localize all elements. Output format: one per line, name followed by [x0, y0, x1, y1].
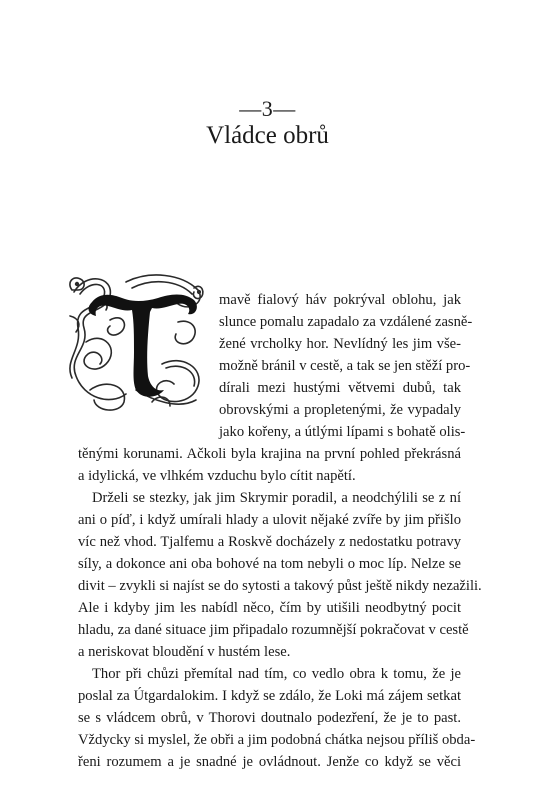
paragraph-line: jako kořeny, a útlými lípami s bohatě olis- — [219, 424, 466, 440]
paragraph-line: možně bránil v cestě, a tak se jen stěží pro- — [219, 358, 471, 374]
paragraph-line: se s vládcem obrů, v Thorovi doutnalo podezření, že je to past. — [78, 710, 461, 726]
ornamental-knotwork-initial-icon — [66, 272, 206, 414]
chapter-number: —3— — [239, 96, 296, 121]
paragraph-line: víc než vhod. Tjalfemu a Roskvě docházely z nedostatku potravy — [78, 534, 461, 550]
paragraph-line: dírali mezi hustými větvemi dubů, tak — [219, 380, 461, 396]
paragraph-line: hladu, za dané situace jim připadalo rozumnější pokračovat v cestě — [78, 622, 469, 638]
paragraph-line: žené vrcholky hor. Nevlídný les jim vše- — [219, 336, 461, 352]
paragraph-line: a idylická, ve vlhkém vzduchu bylo cítit napětí. — [78, 468, 356, 484]
paragraph-line: Ale i kdyby jim les nabídl něco, čím by utišili neodbytný pocit — [78, 600, 461, 616]
paragraph-line: obrovskými a propletenými, že vypadaly — [219, 402, 461, 418]
paragraph-line: ani o píď, i když umírali hlady a ulovit nějaké zvíře by jim přišlo — [78, 512, 461, 528]
paragraph-line: poslal za Útgardalokim. I když se zdálo, že Loki má zájem setkat — [78, 688, 461, 704]
paragraph-line: a neriskovat bloudění v hustém lese. — [78, 644, 291, 660]
paragraph-line: divit – zvykli si najíst se do sytosti a takový půst ještě nikdy nezažili. — [78, 578, 482, 594]
paragraph-line: řeni rozumem a je snadné je ovládnout. Jenže co když se věci — [78, 754, 461, 770]
paragraph-line: Thor při chůzi přemítal nad tím, co vedlo obra k tomu, že je — [92, 666, 461, 682]
paragraph-line: těnými korunami. Ačkoli byla krajina na první pohled překrásná — [78, 446, 461, 462]
paragraph-line: Vždycky si myslel, že obři a jim podobná chátka nejsou příliš obda- — [78, 732, 476, 748]
paragraph-line: Drželi se stezky, jak jim Skrymir poradil, a neodchýlili se z ní — [92, 490, 461, 506]
paragraph-line: mavě fialový háv pokrýval oblohu, jak — [219, 292, 461, 308]
paragraph-line: síly, a dokonce ani oba bohové na tom nebyli o moc líp. Nelze se — [78, 556, 461, 572]
paragraph-line: slunce pomalu zapadalo za vzdálené zasně- — [219, 314, 473, 330]
chapter-title: Vládce obrů — [206, 122, 329, 149]
